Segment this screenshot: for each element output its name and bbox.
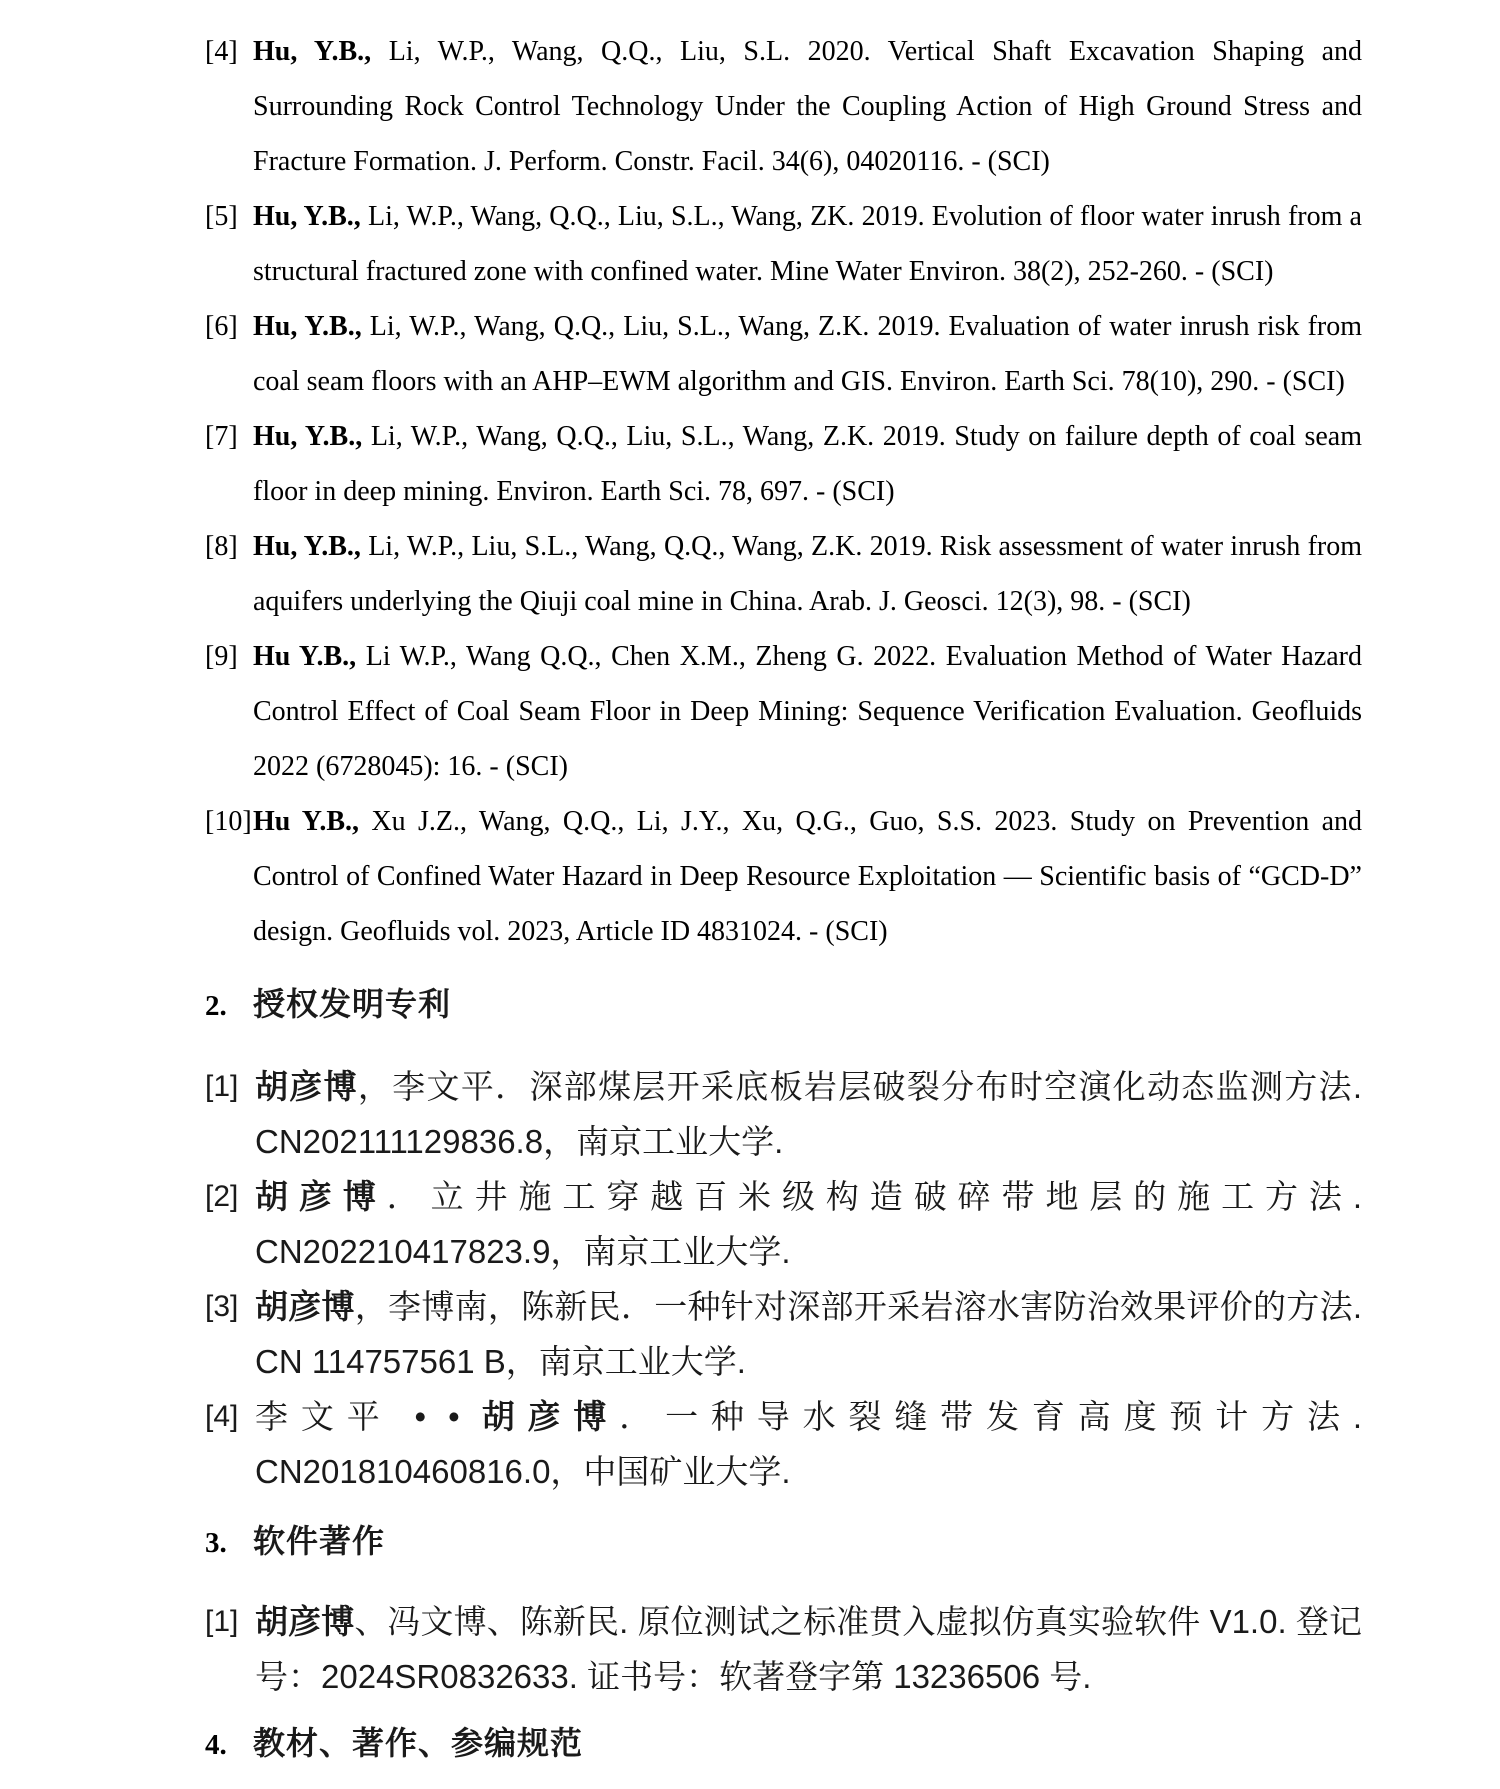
reference-item bbox=[205, 299, 1362, 409]
reference-body: Li, W.P., Wang, Q.Q., Liu, S.L., Wang, ZK. 2019. Evolution of floor water inrush from a structural fractured zone with confined water. Mine Water Environ. 38(2), 252-260. - (SCI) bbox=[253, 201, 1362, 287]
reference-body: Li, W.P., Wang, Q.Q., Liu, S.L., Wang, Z.K. 2019. Evaluation of water inrush risk from coal seam floors with an AHP–EWM algorithm and GIS. Environ. Earth Sci. 78(10), 290. - (SCI) bbox=[253, 311, 1362, 397]
section-number: 2. bbox=[205, 990, 227, 1022]
reference-body: Li, W.P., Liu, S.L., Wang, Q.Q., Wang, Z.K. 2019. Risk assessment of water inrush from aquifers underlying the Qiuji coal mine in China. Arab. J. Geosci. 12(3), 98. - (SCI) bbox=[253, 531, 1363, 617]
patent-body: ．一种导水裂缝带发育高度预计方法. CN201810460816.0，中国矿业大学. bbox=[255, 1398, 1362, 1490]
patent-text bbox=[255, 1279, 1362, 1389]
reference-authors-bold: Hu, Y.B., bbox=[253, 311, 362, 342]
section-heading-textbooks bbox=[205, 1716, 1362, 1773]
section-number: 4. bbox=[205, 1729, 227, 1761]
reference-number: [4] bbox=[205, 36, 238, 67]
section-title: 教材、著作、参编规范 bbox=[253, 1725, 584, 1761]
section-heading-software bbox=[205, 1514, 1362, 1571]
patent-body: ，李文平．深部煤层开采底板岩层破裂分布时空演化动态监测方法. CN202111129836.8，南京工业大学. bbox=[255, 1068, 1362, 1160]
reference-authors-bold: Hu, Y.B., bbox=[253, 36, 372, 67]
software-body: 、冯文博、陈新民. 原位测试之标准贯入虚拟仿真实验软件 V1.0. 登记号：2024SR0832633. 证书号：软著登字第 13236506 号. bbox=[255, 1603, 1362, 1695]
reference-text bbox=[253, 409, 1362, 519]
reference-authors-bold: Hu Y.B., bbox=[253, 641, 357, 672]
patent-author-bold: 胡彦博 bbox=[481, 1398, 620, 1435]
patent-item bbox=[205, 1169, 1362, 1279]
section-number: 3. bbox=[205, 1527, 227, 1559]
reference-number: [6] bbox=[205, 311, 238, 342]
patent-number: [3] bbox=[205, 1290, 239, 1323]
reference-number: [9] bbox=[205, 641, 238, 672]
patent-number: [4] bbox=[205, 1400, 239, 1433]
patent-pre: 李文平 • • bbox=[255, 1398, 482, 1435]
software-author-bold: 胡彦博 bbox=[255, 1603, 355, 1640]
reference-body: Li W.P., Wang Q.Q., Chen X.M., Zheng G. 2022. Evaluation Method of Water Hazard Control Effect of Coal Seam Floor in Deep Mining: Sequence Verification Evaluation. Geofluids 2022 (6728045): 16. - (SCI) bbox=[253, 641, 1362, 782]
reference-body: Li, W.P., Wang, Q.Q., Liu, S.L. 2020. Vertical Shaft Excavation Shaping and Surrounding Rock Control Technology Under the Coupling Action of High Ground Stress and Fracture Formation. J. Perform. Constr. Facil. 34(6), 04020116. - (SCI) bbox=[253, 36, 1363, 177]
document-page bbox=[205, 0, 1362, 1773]
reference-number: [5] bbox=[205, 201, 238, 232]
reference-body: Xu J.Z., Wang, Q.Q., Li, J.Y., Xu, Q.G., Guo, S.S. 2023. Study on Prevention and Control of Confined Water Hazard in Deep Resource Exploitation — Scientific basis of “GCD-D” design. Geofluids vol. 2023, Article ID 4831024. - (SCI) bbox=[253, 806, 1363, 947]
software-list bbox=[205, 1594, 1362, 1704]
reference-number: [10] bbox=[205, 806, 252, 837]
patent-author-bold: 胡彦博 bbox=[255, 1288, 355, 1325]
patent-author-bold: 胡彦博 bbox=[255, 1068, 358, 1105]
patent-item bbox=[205, 1279, 1362, 1389]
reference-authors-bold: Hu, Y.B., bbox=[253, 201, 361, 232]
reference-number: [7] bbox=[205, 421, 238, 452]
reference-text bbox=[253, 189, 1362, 299]
publication-list bbox=[205, 0, 1362, 959]
reference-text bbox=[253, 519, 1362, 629]
reference-body: Li, W.P., Wang, Q.Q., Liu, S.L., Wang, Z.K. 2019. Study on failure depth of coal seam floor in deep mining. Environ. Earth Sci. 78, 697. - (SCI) bbox=[253, 421, 1362, 507]
software-number: [1] bbox=[205, 1605, 239, 1638]
reference-authors-bold: Hu, Y.B., bbox=[253, 531, 361, 562]
reference-item bbox=[205, 519, 1362, 629]
reference-item bbox=[205, 189, 1362, 299]
patent-item bbox=[205, 1389, 1362, 1499]
patent-item bbox=[205, 1059, 1362, 1169]
patent-body: ．立井施工穿越百米级构造破碎带地层的施工方法. CN202210417823.9，南京工业大学. bbox=[255, 1178, 1363, 1270]
reference-text bbox=[253, 24, 1362, 189]
software-item bbox=[205, 1594, 1362, 1704]
patent-author-bold: 胡彦博 bbox=[255, 1178, 387, 1215]
reference-item bbox=[205, 794, 1362, 959]
reference-text bbox=[253, 794, 1362, 959]
section-heading-patents bbox=[205, 977, 1362, 1034]
patent-text bbox=[255, 1059, 1362, 1169]
reference-item bbox=[205, 24, 1362, 189]
section-title: 授权发明专利 bbox=[253, 986, 452, 1022]
patent-body: ，李博南，陈新民．一种针对深部开采岩溶水害防治效果评价的方法. CN 114757561 B，南京工业大学. bbox=[255, 1288, 1363, 1380]
reference-text bbox=[253, 629, 1362, 794]
patent-list bbox=[205, 1059, 1362, 1499]
reference-item bbox=[205, 629, 1362, 794]
section-title: 软件著作 bbox=[253, 1523, 386, 1559]
patent-text bbox=[255, 1169, 1362, 1279]
patent-text bbox=[255, 1389, 1362, 1499]
patent-number: [1] bbox=[205, 1070, 239, 1103]
reference-authors-bold: Hu Y.B., bbox=[253, 806, 360, 837]
reference-text bbox=[253, 299, 1362, 409]
software-text bbox=[255, 1594, 1362, 1704]
reference-item bbox=[205, 409, 1362, 519]
reference-authors-bold: Hu, Y.B., bbox=[253, 421, 363, 452]
patent-number: [2] bbox=[205, 1180, 239, 1213]
reference-number: [8] bbox=[205, 531, 238, 562]
